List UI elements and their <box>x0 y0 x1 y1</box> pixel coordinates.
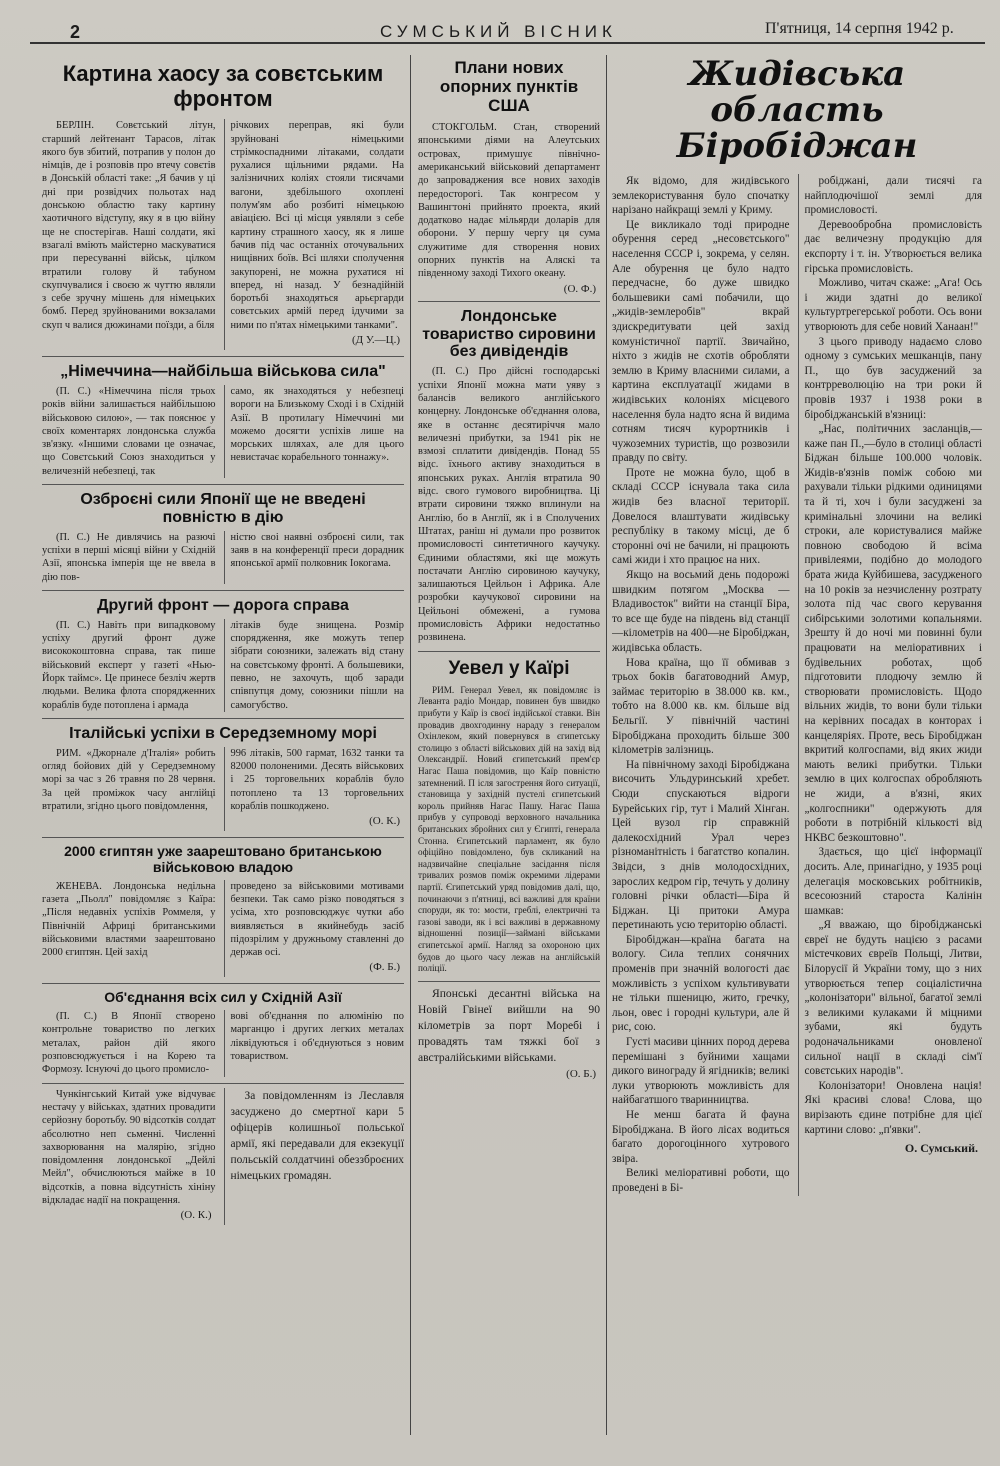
divider <box>418 301 600 302</box>
article-paragraph: Колонізатори! Оновлена нація! Які красиві слова! Слова, що вирізають єдине потрібне для цієї картини слово: „п'явки". <box>804 1079 982 1136</box>
divider <box>418 651 600 652</box>
article-title: Італійські успіхи в Середземному морі <box>69 724 377 742</box>
article-paragraph: „Нас, політичних засланців,—каже пан П.,—було в столиці області Біджан більше 100.000 чоловік. Жидів-в'язнів поміж собою ми рахували тільки рідкими одиницями та й ті, хоч і були засуджені за кримінальні злочини на великі строки, але користувалися майже повною свободою й всіма привілеями, подібно до молодого брата жида Куйбишева, засудженого на 10 років за незчисленну розтрату золота під час свого керування сибірськими золотими копальнями. Зрешту й до ночі ми повинні були працювати на меліоративних і будівельних роботах, щоб підготовити плодючу землю й створювати промисловість. Щодо вільних жидів, то вони були тільки на керівних посадах в конторах і канцеляріях. Проте, весь Біробіджан вкритий колгоспами, від яких жиди мають великі прибутки. Тільки землю в цих колгоспах обробляють не жиди, а в'язні, яких „колгоспники" одержують для роботи в потрібній кількості від НКВС безкоштовно". <box>804 423 982 844</box>
article-signature: (О. К.) <box>180 1209 212 1222</box>
article-text: вові об'єднання по алюмінію по марганцю і других легких металах ліквідуються і об'єднуються з новим товариством. <box>230 1011 404 1063</box>
issue-date: П'ятниця, 14 серпня 1942 р. <box>765 20 954 37</box>
article-chunking <box>42 1088 216 1226</box>
article-text: РИМ. Генерал Уевел, як повідомляє із Леванта радіо Мондар, повинен був швидко прибути у Каїр із своєї індійської ставки. Він провадив двохгодинну нараду з генералом Охінлеком, який повернувся в єгипетську столицю з області військових дій на захід від Олександрії. Новий єгипетський прем'єр Нагас Паша повідомив, що Каїр повністю затемнений. П ісля загострення його ситуації, становища у західній пустелі єгипетський король прийняв Нагас Пашу. Нагас Паша прибув у супроводі верховного начальника британських збройних сил у Єгипті, генерала Стонна. Єгипетський парламент, як було офіційно повідомлено, був скликаний на надзвичайне спеціальне засідання після тривалих розмов поміж окремими лідерами партії. Єгипетський уряд повідомив далі, що, починаючи з п'ятниці, всі важливі для країни споруди, як то: мости, греблі, електричні та газові заводи, як і всі важливі в державному відношенні позиції—займані військами єгипетської армії. Нагляд за охороною цих будов до цього часу лежав на англійській поліції. <box>418 684 600 974</box>
article-text: (П. С.) В Японії створено контрольне товариство по легких металах, район дій якого розповсюджується і на Корею та Формозу. Існуючі до цього промисло- <box>42 1011 216 1076</box>
divider <box>42 1083 404 1084</box>
article-germany <box>42 363 404 478</box>
article-title: Озброєні сили Японії ще не введені повністю в дію <box>80 490 366 526</box>
article-paragraph: Біробіджан—країна багата на вологу. Сила теплих сонячних променів при значній вологості дає можливість з успіхом культивувати не тільки пшеницю, жито, гречку, льон, овес і городні культури, але й рис, сою. <box>612 933 790 1034</box>
article-text: БЕРЛІН. Совєтський літун, старший лейтенант Тарасов, літак якого був збитий, потрапив у полон до німців, де і розповів про втечу совєтів в Донській області таке: „Я бачив у ці дні при розвідчих польотах над донською областю таку картину хаотичного відступу, яку я в цю війну ще не спостерігав. Наші солдати, які взагалі вміють майстерно маскуватися при пересуванні військ, цілком втратили голову й табуном скупчувалися і своєю ж чуттю являли з себе зручну мішень для німецьких бомб. Перед зруйнованими вокзалами скуп ч валися дюжинами поїзди, а біля <box>42 120 216 331</box>
article-signature: (Ф. Б.) <box>369 961 400 974</box>
article-text: Японські десантні війська на Новій Гвінеї вийшли на 90 кілометрів за порт Моребі і провадять там тяжкі бої з австралійськими військами. <box>418 986 600 1064</box>
article-text: (П. С.) Навіть при випадковому успіху другий фронт дуже висококоштовна справа, так пише військовий експерт у газеті «Нью-Йорк таймс». Це принесе безліч жертв людьми. Велика флота спорядженних кораблів буде потоплена і армада <box>42 619 216 711</box>
article-text: ЖЕНЕВА. Лондонська недільна газета „Пьолл" повідомляє з Каїра: „Після недавніх успіхів Роммеля, у Північній Африці британськими військовими властями заарештовано 2000 єгиптян. Цей захід <box>42 880 216 959</box>
article-signature: (О. Б.) <box>566 1067 596 1080</box>
article-paragraph: Нова країна, що її обмивав з трьох боків багатоводний Амур, займає територію в 38.000 кв. км., тобто на 8.000 кв. км. більше від Бельгії. У північній частині Біробіджана проходить більше 300 кілометрів залізниць. <box>612 656 790 757</box>
article-body-right <box>798 174 983 1196</box>
article-text: річкових переправ, які були зруйновані німецькими стрімкоспадними літаками, солдати рухалися щільними рядами. На залізничних коліях стояли тисячами вагони, здебільшого охоплені полум'ям або розбиті німецькою авіацією. Всі ці місця уявляли з себе картину страшного хаосу, як я лише бачив під час останніх оточувальних нищівних боїв. Всі шляхи сполучення закупорені, не можна рухатися ні вперед, ні назад. У безнадійній боротьбі знаходяться арьєргарди совєтських армій перед ідучими за ними по п'ятах німецькими танками". <box>230 120 404 331</box>
article-paragraph: Не менш багата й фауна Біробіджана. В його лісах водиться багато дорогоцінного хутрового звіра. <box>612 1109 790 1165</box>
divider <box>42 356 404 357</box>
article-title: Лондонське товариство сировини без дивідендів <box>422 307 596 361</box>
article-paragraph: Це викликало тоді природне обурення серед „несовєтського" населення СССР і, зокрема, у селян. Але обурення це було надто передчасне, бо дуже швидко большевики самі побачили, що „жидів-землеробів" вкрай здискредитувати цей захід комуністичної партії. Звичайно, ніхто з жидів не схотів обробляти землю в Криму власними силами, а картина експлуатації жидами в жидівських колоніях місцевого населення була надто ясна й видима сотням тисяч курортників і чужоземних туристів, що розвозили правду по світу. <box>612 218 790 465</box>
article-second-front <box>42 597 404 712</box>
article-new-guinea <box>418 986 600 1080</box>
divider <box>42 718 404 719</box>
article-signature: О. Сумський. <box>904 1141 978 1156</box>
article-signature: (О. К.) <box>369 815 400 828</box>
article-paragraph: Можливо, читач скаже: „Ага! Ось і жиди здатні до великої культуртрегерської роботи. Ось вони утворюють для себе новий Ханаан!" <box>804 277 982 333</box>
article-chaos <box>42 62 404 350</box>
article-text: Чункінгський Китай уже відчуває нестачу у військах, здатних провадити серйозну боротьбу. 90 відсотків солдат абсолютно неп сьменні. Численні захворювання на малярію, згідно повідомлення лондонської „Дейлі Мейл", обчислюються майже в 10 відсотків, а повна відсутність хініну відкладає надії на покращення. <box>42 1088 216 1207</box>
divider <box>42 837 404 838</box>
article-paragraph: На північному заході Біробіджана височить Ульдуринський хребет. Сюди спускаються відроги Бурейських гір, тут і Малий Хінган. Цей вузол гір справжній далекосхідний Урал через різноманітність і багатство копалин. Звідси, з днів молодосхідних, зарослих кедром гір, течуть у долину головні річки області—Біра й Біджан. Ці притоки Амура перетинають усю територію області. <box>612 758 790 932</box>
article-paragraph: Густі масиви цінних пород дерева перемішані з буйними хащами дикого винограду й ягідників; великі луки утворюють можливість для найбагатшого тваринництва. <box>612 1036 790 1107</box>
column-rule <box>410 55 411 1435</box>
article-text: (П. С.) Про дійсні господарські успіхи Японії можна мати уяву з балансів великого англійського концерну. Лондонське об'єднання олова, яке в останнє десятиріччя мало величезні прибутки, за 1941 рік не взмозі сплатити дивідендів. Понад 55 відс. їхнього активу знаходиться в японських руках. Англія втратила 90 відс. свого гумового виробництва. Ці втрати сировини тяжко вплинули на Англію, бо в Англії, як і в Сполучених Штатах, раніш ні думали про розвиток промисловості синтетичного каучуку. Єдиними областями, які ще можуть постачати Англію сировиною каучуку, залишаються Цейльон і Африка. Але розробки каучукової сировини на Цейльоні обмежені, а гумова промисловість Африки недостатньо розвинена. <box>418 366 600 644</box>
article-paragraph: Деревообробна промисловість дає величезну продукцію для експорту і т. ін. Утворюється велика гірська промисловість. <box>804 218 982 275</box>
middle-column <box>418 52 600 1452</box>
article-usa-plans <box>418 58 600 295</box>
article-italy <box>42 725 404 831</box>
article-text: само, як знаходяться у небезпеці вороги на Близькому Сході і в Східній Азії. В протилагу Німеччині ми можемо досягти успіхів лише на морських шляхах, але для цього невистачає корабельного тоннажу». <box>230 385 404 464</box>
article-body-left <box>612 174 790 1196</box>
left-column <box>42 52 404 1452</box>
divider <box>418 981 600 982</box>
article-paragraph: робіджані, дали тисячі га найплодючішої землі для промисловості. <box>804 175 982 217</box>
page-number: 2 <box>70 22 81 42</box>
article-paragraph: Великі меліоративні роботи, що проведені в Бі- <box>612 1167 790 1194</box>
article-title: Об'єднання всіх сил у Східній Азії <box>104 989 342 1006</box>
article-title: Другий фронт — дорога справа <box>97 596 349 614</box>
newspaper-name: СУМСЬКИЙ ВІСНИК <box>380 22 617 41</box>
article-lesslau <box>224 1088 405 1226</box>
article-japan-forces <box>42 491 404 584</box>
article-wavell <box>418 658 600 975</box>
right-column <box>612 52 982 1452</box>
article-paragraph: Здається, що цієї інформації досить. Але, принагідно, у 1935 році делегація московських робітників, всесоюзний староста Калінін шамкав: <box>804 846 982 917</box>
column-rule <box>606 55 607 1435</box>
news-briefs <box>42 1088 404 1226</box>
article-paragraph: „Я вважаю, що біробіджанські євреї не будуть нацією з расами містечкових євреїв Польщі, Литви, Білорусії й України тому, що з них утворюється тепер соціалістична „колонізатори" вільної, багатої землі з великими кулаками й міцними зубами, які будуть родоначальниками оновленої сильної нації в складі сім'ї совєтських народів". <box>804 919 982 1078</box>
divider <box>42 590 404 591</box>
article-text: літаків буде знищена. Розмір спорядження, яке можуть тепер зібрати союзники, залежать від стану на совєтському фронті. А большевики, певно, не захочуть, щоб заради співпутця дому, союзники пішли на самогубство. <box>230 619 404 711</box>
article-title: 2000 єгиптян уже заарештовано британською військовою владою <box>64 843 382 876</box>
article-paragraph: Якщо на восьмий день подорожі швидким потягом „Москва — Владивосток" вийти на станції Біра, то все ще буде на південь від станції—кілометрів на 400—не Біробіджан, жидівська область. <box>612 569 790 654</box>
article-birobidzhan <box>612 174 982 1196</box>
article-title: „Німеччина—найбільша військова сила" <box>60 363 386 380</box>
article-london-society <box>418 308 600 645</box>
article-east-asia <box>42 990 404 1076</box>
feature-title: Жидівська область Біробіджан <box>676 54 918 166</box>
article-title: Картина хаосу за совєтським фронтом <box>62 61 384 111</box>
article-paragraph: Як відомо, для жидівського землекористування було спочатку нарізано найкращі землі у Криму. <box>612 175 790 217</box>
divider <box>42 983 404 984</box>
masthead <box>30 20 985 44</box>
article-paragraph: Проте не можна було, щоб в складі СССР існувала така сила жидів без власної території. Довелося влаштувати жидівську республіку в такому місці, де б сторонні очі не бачили, ні працюють самі жиди і хто працює на них. <box>612 466 790 567</box>
article-signature: (О. Ф.) <box>563 282 596 295</box>
article-text: (П. С.) «Німеччина після трьох років війни залишається найбільшою військовою силою», — так пояснює у своїх коментарях лондонська служба зв'язку. «Іншими словами це означає, що Совєтський Союз знаходиться у величезній небезпеці, так <box>42 385 216 477</box>
article-title: Плани нових опорних пунктів США <box>439 58 579 116</box>
article-text: ністю своі наявні озброєні сили, так заяв в на конференції преси дорадник японської армії полковник Іокогама. <box>230 531 404 570</box>
article-text: РИМ. «Джорнале д'Італія» робить огляд бойових дій у Середземному морі за час з 26 травня по 28 червня. За цей проміжок часу англійці втратили, згідно цього повідомлення, <box>42 747 216 813</box>
article-paragraph: З цього приводу надаємо слово одному з сумських мешканців, пану П., що був засуджений за контрреволюцію на три роки й провів 1937 і 1938 роки в біробіджанській в'язниці: <box>804 335 982 421</box>
article-text: 996 літаків, 500 гармат, 1632 танки та 82000 полоненими. Десять військових і 25 торговельних кораблів було потоплено та 13 торговельних кораблів пошкоджено. <box>230 747 404 813</box>
article-text: проведено за військовими мотивами безпеки. Так само різко поводяться з усіма, хто розповсюджує чутки або виявляється в якийнебудь засіб підозрілим у дружньому ставленні до держав осі. <box>230 880 404 959</box>
divider <box>42 484 404 485</box>
article-text: За повідомленням із Леславля засуджено до смертної кари 5 офіцерів колишньої польської армії, які передавали для екзекуції польській солдатчині обеззброєних німецьких громадян. <box>230 1089 404 1182</box>
article-text: СТОКГОЛЬМ. Стан, створений японськими діями на Алеутських островах, примушує північно-американський військовий департамент до запроваджения все нових заходів передосторогі. Так конгресом у Вашингтоні прийнято проекта, який додатково надає мільярди доларів для оборони. У першу чергу ця сума служитиме для створення нових опорних пунктів на Аляскі та південному заході Тихого океану. <box>418 122 600 280</box>
article-title: Уевел у Каїрі <box>448 657 570 679</box>
article-text: (П. С.) Не дивлячись на разючі успіхи в перші місяці війни у Східній Азії, японська імперія ще не ввела в дію пов- <box>42 531 216 583</box>
article-egyptians <box>42 844 404 977</box>
article-signature: (Д У.—Ц.) <box>351 334 400 346</box>
